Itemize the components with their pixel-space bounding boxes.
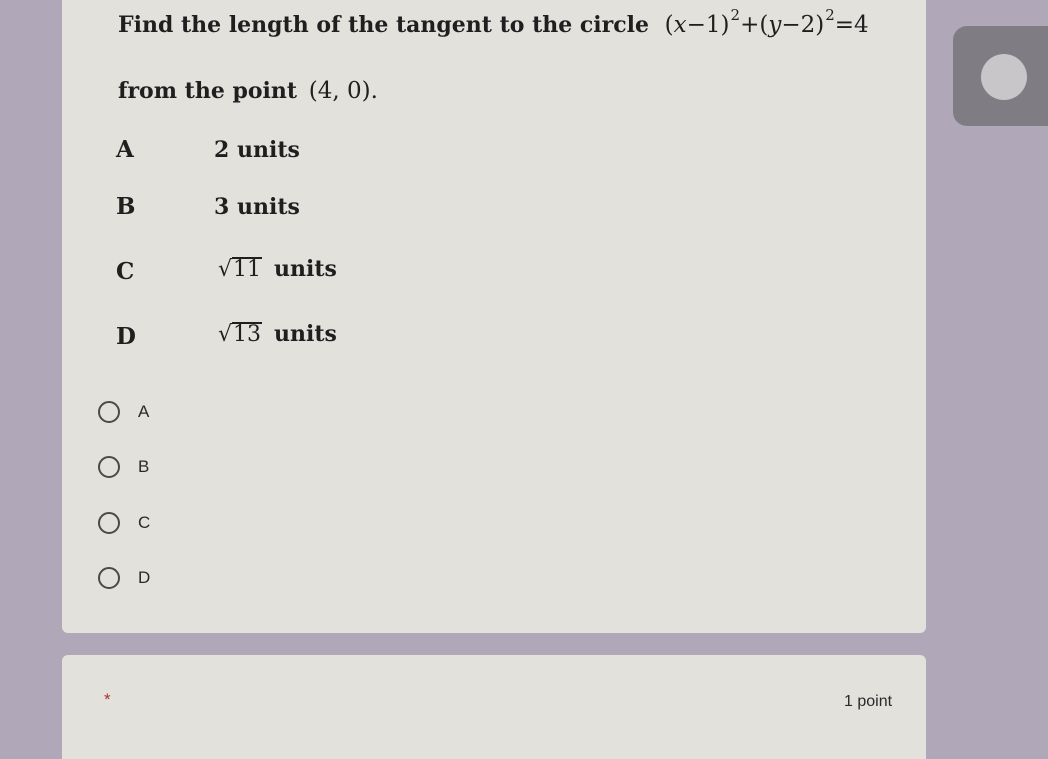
eq-var-x: x <box>673 12 687 38</box>
radio-button-icon[interactable] <box>98 401 120 423</box>
eq-minus-1: −1) <box>686 12 730 38</box>
circle-equation <box>664 6 869 38</box>
radio-button-icon[interactable] <box>98 512 120 534</box>
radio-choice-d[interactable] <box>98 567 150 589</box>
side-widget <box>953 26 1048 126</box>
option-c-radicand: 11 <box>233 257 262 282</box>
option-a-text <box>214 137 300 163</box>
eq-plus: +( <box>740 12 769 38</box>
sqrt-icon: √ <box>218 257 233 282</box>
point-coordinates: (4, 0). <box>308 78 378 104</box>
option-c-unit: units <box>274 256 337 282</box>
question-text: Find the length of the tangent to the circle <box>118 12 649 38</box>
option-c-sqrt <box>218 257 262 282</box>
radio-label-a[interactable]: A <box>138 402 150 421</box>
option-d-unit: units <box>274 321 337 347</box>
question-line-1 <box>118 6 869 38</box>
eq-minus-2: −2) <box>781 12 825 38</box>
option-b-text <box>214 194 300 220</box>
circle-icon <box>981 54 1027 100</box>
option-c-text <box>218 256 337 282</box>
radio-choice-b[interactable] <box>98 456 149 478</box>
eq-equals: =4 <box>834 12 869 38</box>
eq-open-paren: ( <box>664 12 674 38</box>
radio-choice-a[interactable] <box>98 401 149 423</box>
option-a-unit: units <box>236 137 300 163</box>
radio-label-d[interactable]: D <box>138 568 151 587</box>
option-b-unit: units <box>236 194 300 220</box>
radio-label-c[interactable]: C <box>138 513 151 532</box>
sqrt-icon: √ <box>218 322 233 347</box>
option-letter-c: C <box>116 258 135 285</box>
option-letter-a: A <box>116 136 134 163</box>
option-d-text <box>218 321 337 347</box>
required-asterisk: * <box>104 690 111 709</box>
option-d-radicand: 13 <box>233 322 262 347</box>
eq-exponent-2: 2 <box>825 6 835 24</box>
radio-choice-c[interactable] <box>98 512 150 534</box>
option-b-value: 3 <box>214 194 230 220</box>
eq-var-y: y <box>768 12 782 38</box>
radio-button-icon[interactable] <box>98 456 120 478</box>
option-d-sqrt <box>218 322 262 347</box>
points-label: 1 point <box>844 693 893 710</box>
option-letter-d: D <box>116 323 136 350</box>
option-a-value: 2 <box>214 137 230 163</box>
question-line-2 <box>118 78 378 104</box>
eq-exponent-1: 2 <box>730 6 741 24</box>
radio-label-b[interactable]: B <box>138 457 150 476</box>
radio-button-icon[interactable] <box>98 567 120 589</box>
question-text-2: from the point <box>118 78 298 104</box>
option-letter-b: B <box>116 193 136 220</box>
next-question-card <box>62 655 926 759</box>
